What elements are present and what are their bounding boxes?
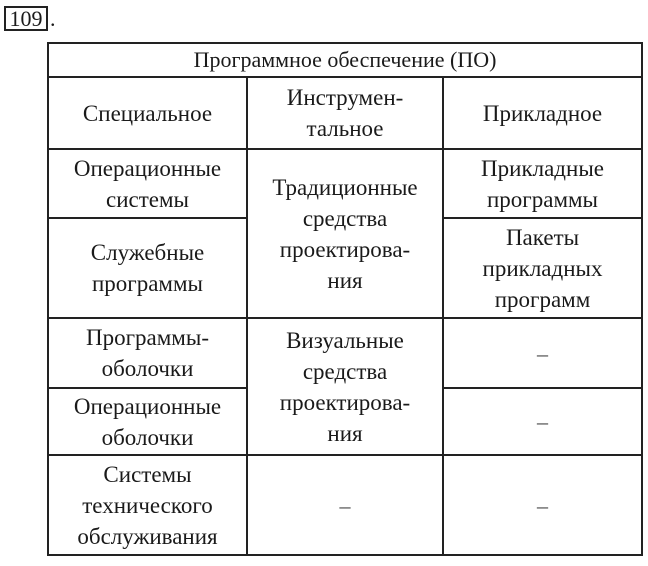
- empty-dash: –: [537, 409, 548, 434]
- header-instrumental-line1: Инструмен-: [286, 85, 404, 110]
- table-title-text: Программное обеспечение (ПО): [193, 47, 497, 72]
- cell-text-line: оболочки: [101, 356, 194, 381]
- cell-application-packages: [443, 218, 642, 318]
- cell-text-line: системы: [106, 186, 189, 212]
- cell-text-line: Пакеты: [505, 224, 580, 250]
- software-classification-table: [47, 42, 643, 556]
- task-number-dot: .: [50, 6, 56, 31]
- empty-dash: –: [537, 492, 548, 518]
- cell-text-line: Операционные: [73, 393, 222, 419]
- cell-text-line: ния: [327, 267, 363, 293]
- cell-empty-instrumental: [247, 455, 443, 555]
- cell-maintenance-systems: [48, 455, 247, 555]
- header-special-text: Специальное: [82, 100, 213, 126]
- header-applied: [443, 77, 642, 149]
- cell-text-line: технического: [82, 492, 213, 518]
- empty-dash: –: [537, 340, 548, 366]
- header-special: [48, 77, 247, 149]
- empty-dash: –: [339, 492, 351, 518]
- cell-text-line: средства: [302, 358, 388, 384]
- cell-text-line: Операционные: [73, 155, 222, 181]
- cell-empty-applied-2: [443, 388, 642, 455]
- task-number: [4, 6, 48, 31]
- cell-operating-systems: [48, 149, 247, 218]
- cell-text-line: Прикладные: [481, 155, 604, 181]
- table-row: [48, 149, 642, 218]
- cell-text-line: Системы: [103, 461, 192, 487]
- cell-empty-applied-1: [443, 318, 642, 388]
- table-row: [48, 318, 642, 388]
- header-row: [48, 77, 642, 149]
- cell-visual-design-tools: [247, 318, 443, 455]
- cell-text-line: ния: [327, 420, 363, 446]
- table-title: [48, 43, 642, 77]
- cell-text-line: оболочки: [101, 424, 194, 450]
- cell-os-shells: [48, 388, 247, 455]
- cell-application-programs: [443, 149, 642, 218]
- cell-text-line: программы: [91, 271, 203, 296]
- cell-text-line: Служебные: [90, 240, 205, 265]
- cell-text-line: средства: [302, 205, 388, 231]
- header-applied-text: Прикладное: [482, 100, 603, 126]
- table-row: [48, 455, 642, 555]
- cell-service-programs: [48, 218, 247, 318]
- cell-text-line: прикладных: [482, 255, 603, 281]
- cell-text-line: программ: [494, 286, 591, 312]
- cell-text-line: проектирова-: [279, 389, 411, 415]
- header-instrumental-line2: тальное: [306, 116, 384, 141]
- cell-text-line: обслуживания: [77, 523, 218, 549]
- cell-text-line: Программы-: [86, 325, 209, 350]
- cell-text-line: Традиционные: [272, 174, 418, 200]
- cell-shell-programs: [48, 318, 247, 388]
- cell-traditional-design-tools: [247, 149, 443, 318]
- task-number-text: 109: [9, 6, 43, 31]
- cell-text-line: Визуальные: [286, 327, 404, 353]
- cell-text-line: проектирова-: [279, 236, 411, 262]
- cell-empty-applied-3: [443, 455, 642, 555]
- cell-text-line: программы: [487, 186, 599, 212]
- table-title-row: [48, 43, 642, 77]
- header-instrumental: [247, 77, 443, 149]
